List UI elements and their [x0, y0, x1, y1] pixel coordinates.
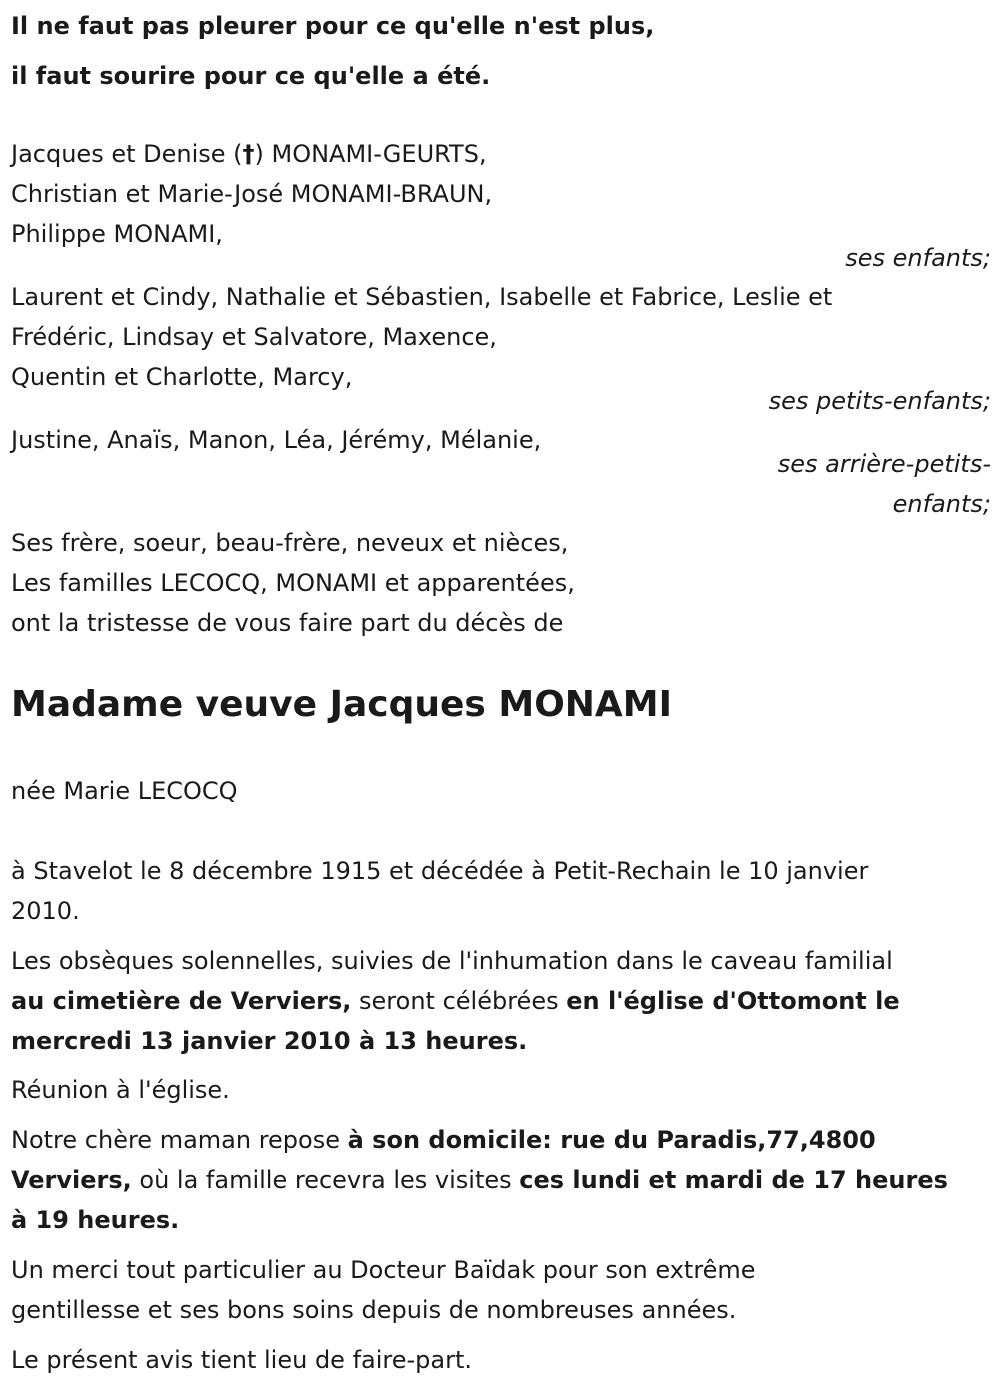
grandchildren-label: ses petits-enfants;: [768, 387, 991, 415]
thanks-line-1: Un merci tout particulier au Docteur Baïdak pour son extrême: [11, 1256, 756, 1284]
thanks-line-2: gentillesse et ses bons soins depuis de nombreuses années.: [11, 1296, 737, 1324]
children-line-1-part-b: ) MONAMI-GEURTS,: [254, 140, 487, 168]
children-label: ses enfants;: [845, 244, 991, 272]
domicile-text: à son domicile: rue du Paradis,77,4800: [347, 1126, 876, 1154]
cross-icon: †: [242, 140, 255, 168]
visiting-hours-text: ces lundi et mardi de 17 heures: [519, 1166, 948, 1194]
family-line-3: ont la tristesse de vous faire part du décès de: [11, 609, 564, 637]
children-line-2: Christian et Marie-José MONAMI-BRAUN,: [11, 180, 493, 208]
family-line-2: Les familles LECOCQ, MONAMI et apparentées,: [11, 569, 575, 597]
city-text: Verviers,: [11, 1166, 132, 1194]
funeral-p3-line-1: [11, 1120, 876, 1160]
children-line-1-part-a: Jacques et Denise (: [11, 140, 243, 168]
grandchildren-line-2: Frédéric, Lindsay et Salvatore, Maxence,: [11, 323, 497, 351]
maiden-name: née Marie LECOCQ: [11, 777, 238, 805]
funeral-p1-line-2-normal: seront célébrées: [351, 987, 567, 1015]
grandchildren-line-1: Laurent et Cindy, Nathalie et Sébastien, Isabelle et Fabrice, Leslie et: [11, 283, 833, 311]
children-line-3: Philippe MONAMI,: [11, 220, 223, 248]
funeral-p3-line-2: [11, 1160, 948, 1200]
great-grandchildren-label-1: ses arrière-petits-: [777, 450, 991, 478]
gathering-text: Réunion à l'église.: [11, 1076, 230, 1104]
cemetery-text: au cimetière de Verviers,: [11, 987, 352, 1015]
notice-text: Le présent avis tient lieu de faire-part.: [11, 1346, 473, 1374]
funeral-p3-line-1-normal: Notre chère maman repose: [11, 1126, 348, 1154]
dates-line-1: à Stavelot le 8 décembre 1915 et décédée à Petit-Rechain le 10 janvier: [11, 857, 869, 885]
visiting-hours-end: à 19 heures.: [11, 1206, 180, 1234]
funeral-date-text: mercredi 13 janvier 2010 à 13 heures.: [11, 1027, 528, 1055]
funeral-p3-line-2-normal: où la famille recevra les visites: [131, 1166, 520, 1194]
family-line-1: Ses frère, soeur, beau-frère, neveux et nièces,: [11, 529, 569, 557]
children-line-1: [11, 134, 487, 174]
grandchildren-line-3: Quentin et Charlotte, Marcy,: [11, 363, 353, 391]
great-grandchildren-label-2: enfants;: [892, 490, 991, 518]
church-text: en l'église d'Ottomont le: [566, 987, 900, 1015]
deceased-name: Madame veuve Jacques MONAMI: [11, 684, 673, 725]
quote-line-1: Il ne faut pas pleurer pour ce qu'elle n'est plus,: [11, 12, 655, 40]
funeral-p1-line-1: Les obsèques solennelles, suivies de l'inhumation dans le caveau familial: [11, 947, 893, 975]
funeral-p1-line-2: [11, 981, 900, 1021]
dates-line-2: 2010.: [11, 897, 80, 925]
great-grandchildren-line-1: Justine, Anaïs, Manon, Léa, Jérémy, Mélanie,: [11, 426, 542, 454]
quote-line-2: il faut sourire pour ce qu'elle a été.: [11, 62, 491, 90]
